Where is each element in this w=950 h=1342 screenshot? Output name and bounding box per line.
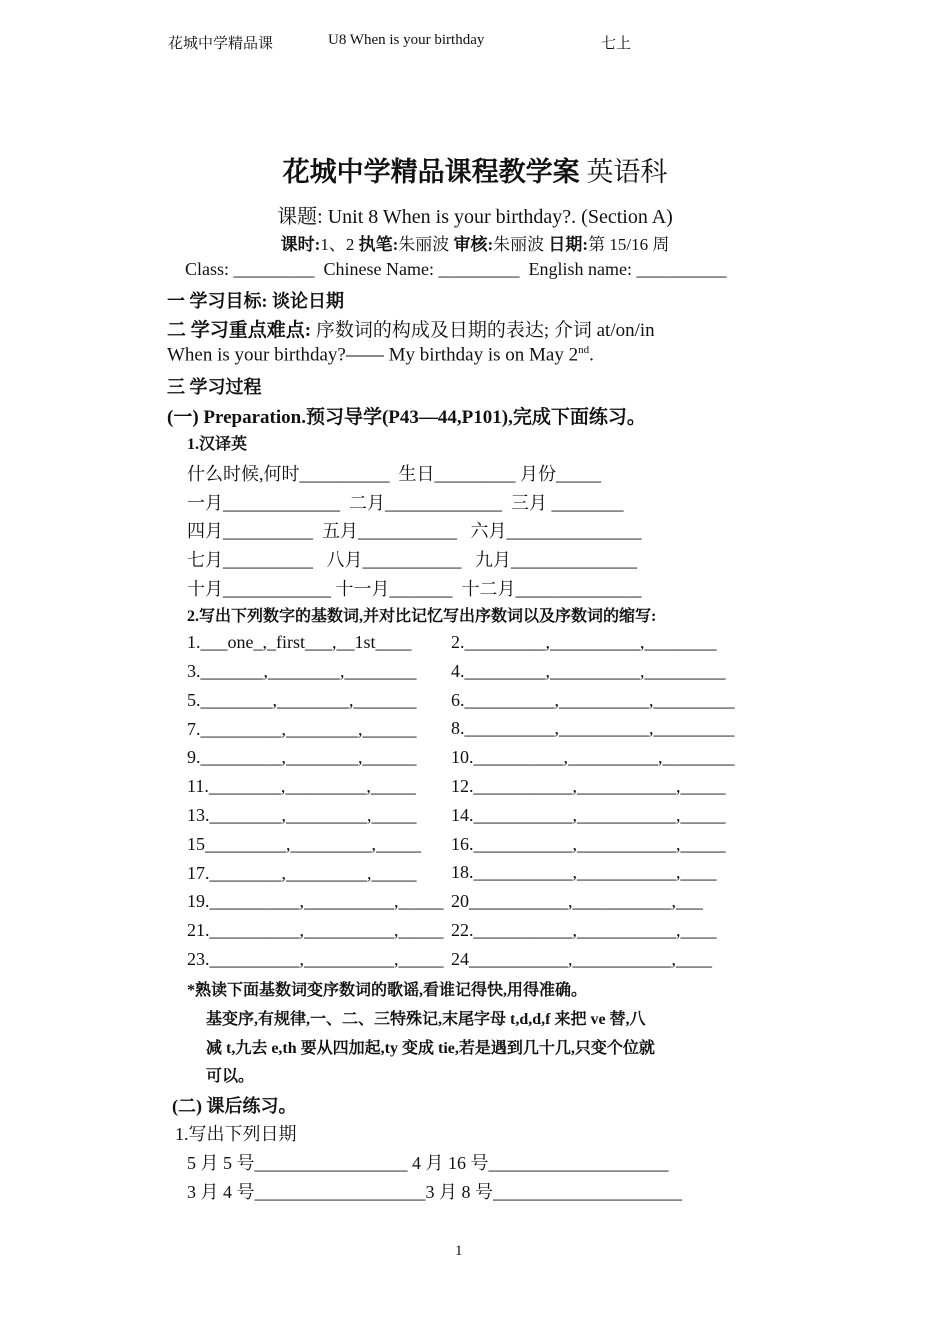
- reviewer-value: 朱丽波: [493, 235, 545, 254]
- topic-text: Unit 8 When is your birthday?. (Section A): [327, 206, 673, 228]
- ex2left-line: 5.________,________,_______: [187, 689, 417, 710]
- rhyme-title: *熟读下面基数词变序数词的歌谣,看谁记得快,用得准确。: [187, 982, 588, 999]
- ex2left-line: 21.__________,__________,_____: [187, 920, 444, 941]
- page-number: 1: [455, 1243, 463, 1259]
- ex1-line: 七月__________ 八月___________ 九月______________: [187, 550, 637, 571]
- period-label: 课时:: [280, 235, 321, 254]
- ex2left-line: 17.________,_________,_____: [187, 862, 417, 883]
- ex1-line: 什么时候,何时__________ 生日_________ 月份_____: [187, 464, 601, 484]
- keypoints-end: .: [589, 344, 594, 366]
- ex1-title: 1.汉译英: [187, 436, 248, 453]
- goal-label: 一 学习目标:: [167, 291, 268, 311]
- ex2right-line: 2._________,__________,________: [451, 632, 717, 652]
- ex2right-line: 6.__________,__________,_________: [451, 689, 735, 710]
- keypoints-sup: nd: [578, 344, 590, 356]
- goal-line: [167, 287, 344, 313]
- ex2right-line: 14.___________,___________,_____: [451, 804, 726, 825]
- process-heading: 三 学习过程: [167, 377, 262, 397]
- ex1-line: 四月__________ 五月___________ 六月_______________: [187, 521, 642, 542]
- date-value: 第 15/16 周: [588, 235, 670, 254]
- rhyme-line: 可以。: [206, 1068, 255, 1086]
- keypoints-text: 序数词的构成及日期的表达; 介词 at/on/in: [315, 320, 655, 341]
- ex2right-line: 10.__________,__________,________: [451, 747, 735, 768]
- after-heading: (二) 课后练习。: [172, 1096, 297, 1116]
- keypoints-line: [167, 315, 655, 342]
- ex2left-line: 23.__________,__________,_____: [187, 949, 444, 969]
- ex2left-line: 3._______,________,________: [187, 661, 417, 681]
- ex2right-line: 18.___________,___________,____: [451, 862, 717, 883]
- header-grade: 七上: [601, 36, 632, 52]
- ex2-title: 2.写出下列数字的基数词,并对比记忆写出序数词以及序数词的缩写:: [187, 608, 657, 625]
- keypoints-label: 二 学习重点难点:: [167, 320, 312, 341]
- reviewer-label: 审核:: [453, 235, 494, 254]
- ex2right-line: 22.___________,___________,____: [451, 920, 717, 940]
- meta-line: [0, 230, 950, 255]
- after-ex1-title: 1.写出下列日期: [175, 1124, 297, 1144]
- ex2right-line: 8.__________,__________,_________: [451, 718, 735, 739]
- topic-label: 课题:: [277, 206, 323, 228]
- ex2right-line: 24___________,___________,____: [451, 948, 712, 969]
- class-name-line: Class: _________ Chinese Name: _________ English name: __________: [185, 259, 727, 279]
- rhyme-line: 减 t,九去 e,th 要从四加起,ty 变成 tie,若是遇到几十几,只变个位就: [206, 1039, 655, 1057]
- header-unit: U8 When is your birthday: [328, 32, 485, 48]
- author-value: 朱丽波: [398, 235, 450, 254]
- ex1-line: 一月_____________ 二月_____________ 三月 ________: [187, 492, 624, 513]
- ex2left-line: 11.________,_________,_____: [187, 776, 416, 797]
- rhyme-line: 基变序,有规律,一、二、三特殊记,末尾字母 t,d,d,f 来把 ve 替,八: [206, 1011, 646, 1028]
- ex2right-line: 12.___________,___________,_____: [451, 776, 726, 796]
- period-value: 1、2: [320, 235, 355, 254]
- title-subject: 英语科: [586, 157, 668, 187]
- after-line: 5 月 5 号_________________ 4 月 16 号____________________: [187, 1153, 669, 1173]
- ex2left-line: 7._________,________,______: [187, 718, 417, 739]
- ex1-line: 十月____________ 十一月_______ 十二月______________: [187, 578, 642, 599]
- ex2left-line: 9._________,________,______: [187, 747, 417, 768]
- ex2-first-answer: 1.___one_,_first___,__1st____: [187, 632, 412, 652]
- prep-heading: (一) Preparation.预习导学(P43—44,P101),完成下面练习。: [167, 407, 646, 428]
- ex2left-line: 19.__________,__________,_____: [187, 891, 444, 912]
- keypoints-example-text: When is your birthday?—— My birthday is on May 2: [167, 344, 579, 366]
- ex2right-line: 20___________,___________,___: [451, 891, 703, 912]
- ex2right-line: 16.___________,___________,_____: [451, 833, 726, 854]
- keypoints-example: [167, 344, 594, 366]
- author-label: 执笔:: [358, 235, 399, 254]
- goal-text: 谈论日期: [272, 291, 344, 311]
- ex2right-line: 4._________,__________,_________: [451, 660, 726, 681]
- date-label: 日期:: [548, 235, 589, 254]
- header-school: 花城中学精品课: [168, 36, 274, 52]
- ex2left-line: 13.________,_________,_____: [187, 805, 417, 825]
- page-title: [0, 150, 950, 189]
- topic-line: [0, 200, 950, 229]
- after-line: 3 月 4 号___________________3 月 8 号_____________________: [187, 1181, 682, 1202]
- ex2left-line: 15_________,_________,_____: [187, 833, 421, 854]
- title-main: 花城中学精品课程教学案: [282, 157, 580, 187]
